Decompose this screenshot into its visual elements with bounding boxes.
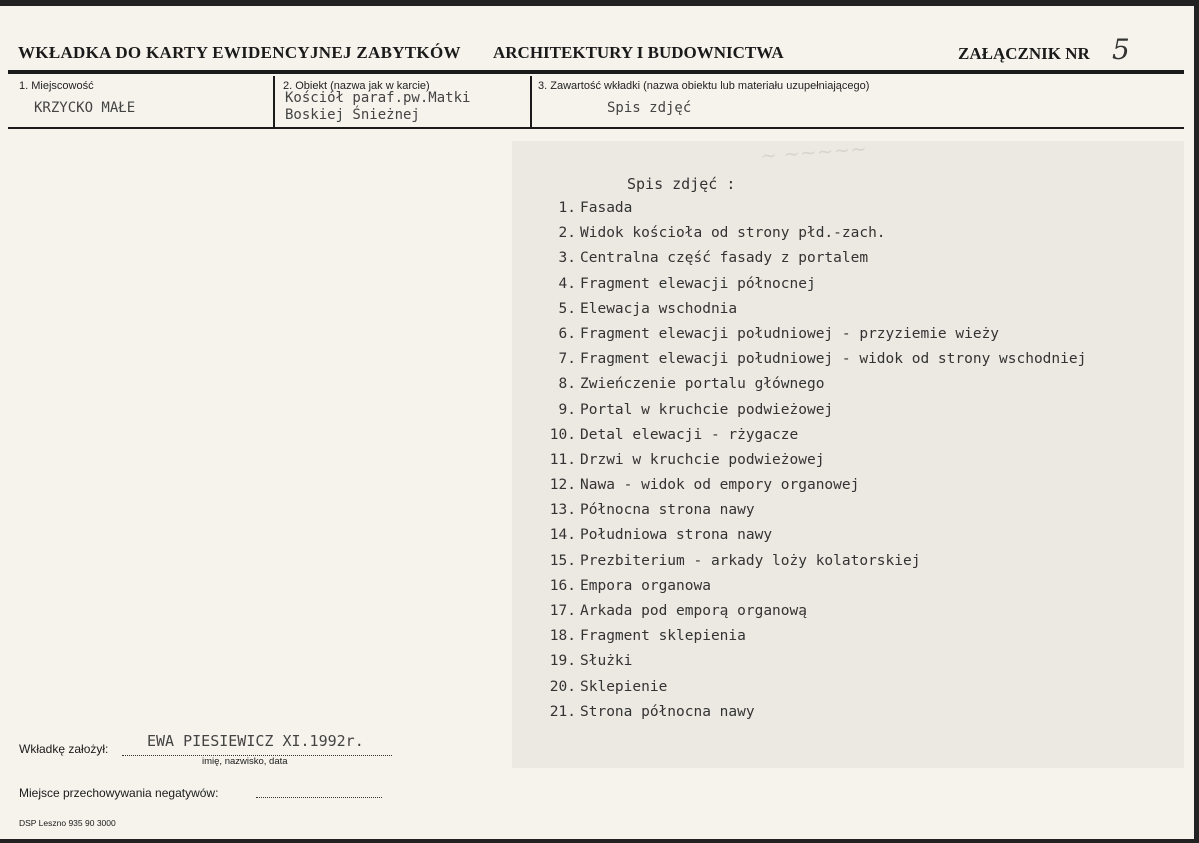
photo-list-item xyxy=(528,553,1086,578)
photo-list-item-text: Detal elewacji - rżygacze xyxy=(580,426,799,443)
photo-list-item-text: Fragment sklepienia xyxy=(580,628,746,645)
photo-list-item-text: Fragment elewacji południowej - widok od strony wschodniej xyxy=(580,351,1087,368)
photo-list-item xyxy=(528,477,1086,502)
photo-list-item-number: 4. xyxy=(558,275,576,292)
photo-list xyxy=(528,200,1086,729)
photo-list-item-text: Nawa - widok od empory organowej xyxy=(580,477,860,494)
photo-list-item-number: 12. xyxy=(549,477,576,494)
card-edge-top xyxy=(0,0,1199,6)
photo-list-item-number: 5. xyxy=(558,300,576,317)
photo-list-item-text: Elewacja wschodnia xyxy=(580,300,738,317)
photo-list-item-number: 17. xyxy=(549,603,576,619)
negatives-label: Miejsce przechowywania negatywów: xyxy=(19,786,219,800)
content-label: 3. Zawartość wkładki (nazwa obiektu lub materiału uzupełniającego) xyxy=(538,80,870,92)
header-rule xyxy=(8,70,1184,74)
photo-list-item-text: Drzwi w kruchcie podwieżowej xyxy=(580,451,825,468)
photo-list-item xyxy=(528,250,1086,275)
locality-value: KRZYCKO MAŁE xyxy=(34,100,136,116)
founder-caption: imię, nazwisko, data xyxy=(202,756,288,767)
photo-list-item xyxy=(528,578,1086,603)
photo-list-item-number: 20. xyxy=(549,678,576,695)
annex-label: ZAŁĄCZNIK NR xyxy=(958,44,1090,63)
photo-list-item-number: 16. xyxy=(549,577,576,594)
field-divider-2 xyxy=(530,76,532,128)
negatives-dotted-line xyxy=(256,797,382,798)
photo-list-item xyxy=(528,225,1086,250)
photo-list-item-number: 11. xyxy=(549,451,576,468)
photo-list-item xyxy=(528,376,1086,401)
photo-list-item-text: Fasada xyxy=(580,200,633,216)
photo-list-item xyxy=(528,704,1086,729)
photo-list-item-text: Strona północna nawy xyxy=(580,703,755,720)
photo-list-item-number: 14. xyxy=(549,527,576,544)
photo-list-item-text: Północna strona nawy xyxy=(580,502,755,519)
photo-list-item-text: Sklepienie xyxy=(580,678,668,695)
photo-list-title: Spis zdjęć : xyxy=(627,175,736,193)
photo-list-item-number: 13. xyxy=(549,502,576,519)
photo-list-item-text: Służki xyxy=(580,653,633,670)
photo-list-item-text: Prezbiterium - arkady loży kolatorskiej xyxy=(580,552,921,569)
photo-list-item-text: Zwieńczenie portalu głównego xyxy=(580,376,825,393)
fields-rule xyxy=(8,127,1184,129)
founder-label: Wkładkę założył: xyxy=(19,742,109,756)
photo-list-item xyxy=(528,276,1086,301)
photo-list-item-number: 19. xyxy=(549,653,576,670)
photo-list-item xyxy=(528,603,1086,628)
object-value-line2: Boskiej Śnieżnej xyxy=(285,107,420,123)
photo-list-item-text: Widok kościoła od strony płd.-zach. xyxy=(580,225,886,242)
card-edge-right xyxy=(1194,0,1199,843)
photo-list-item xyxy=(528,628,1086,653)
photo-list-item-text: Portal w kruchcie podwieżowej xyxy=(580,401,834,418)
photo-list-item xyxy=(528,502,1086,527)
photo-list-item-number: 18. xyxy=(549,628,576,645)
photo-list-item-number: 9. xyxy=(558,401,576,418)
founder-value: EWA PIESIEWICZ XI.1992r. xyxy=(147,732,364,750)
photo-list-item-number: 8. xyxy=(558,376,576,393)
photo-list-item-text: Arkada pod emporą organową xyxy=(580,603,807,619)
photo-list-item-number: 6. xyxy=(558,325,576,342)
photo-list-item xyxy=(528,452,1086,477)
photo-list-item-number: 7. xyxy=(558,351,576,368)
photo-list-item xyxy=(528,653,1086,678)
photo-list-item-text: Empora organowa xyxy=(580,577,711,594)
photo-list-item-text: Fragment elewacji południowej - przyziemie wieży xyxy=(580,325,1000,342)
card-edge-bottom xyxy=(0,839,1199,843)
locality-label: 1. Miejscowość xyxy=(19,80,94,92)
photo-list-item xyxy=(528,527,1086,552)
photo-list-item xyxy=(528,200,1086,225)
content-value: Spis zdjęć xyxy=(607,100,692,116)
photo-list-item-text: Fragment elewacji północnej xyxy=(580,275,816,292)
object-label: 2. Obiekt (nazwa jak w karcie) xyxy=(283,80,430,92)
object-value-line1: Kościół paraf.pw.Matki xyxy=(285,90,471,106)
photo-list-item-number: 2. xyxy=(558,225,576,242)
photo-list-item xyxy=(528,301,1086,326)
photo-list-item xyxy=(528,351,1086,376)
photo-list-item-number: 3. xyxy=(558,250,576,267)
photo-list-item xyxy=(528,402,1086,427)
photo-list-item-text: Południowa strona nawy xyxy=(580,527,773,544)
form-title-continued: ARCHITEKTURY I BUDOWNICTWA xyxy=(493,43,784,62)
photo-list-item-number: 21. xyxy=(549,703,576,720)
annex-number: 5 xyxy=(1112,33,1130,66)
form-title: WKŁADKA DO KARTY EWIDENCYJNEJ ZABYTKÓW xyxy=(18,43,461,62)
photo-list-item-number: 15. xyxy=(549,552,576,569)
photo-list-item xyxy=(528,326,1086,351)
photo-list-item xyxy=(528,427,1086,452)
photo-list-item-number: 1. xyxy=(558,200,576,216)
faint-pencil-note: ~ ~~~~~ xyxy=(759,136,868,168)
print-info: DSP Leszno 935 90 3000 xyxy=(19,818,116,828)
field-divider-1 xyxy=(273,76,275,128)
photo-list-item-number: 10. xyxy=(549,426,576,443)
photo-list-item-text: Centralna część fasady z portalem xyxy=(580,250,869,267)
photo-list-item xyxy=(528,679,1086,704)
